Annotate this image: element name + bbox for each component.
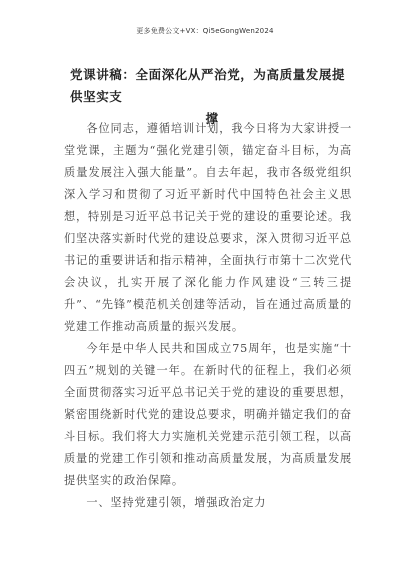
title-line-2: 撑 <box>205 111 219 126</box>
section-heading: 一、坚持党建引领，增强政治定力 <box>86 496 267 509</box>
document-body <box>64 118 352 514</box>
paragraph-1: 各位同志，遵循培训计划，我今日将为大家讲授一堂党课，主题为“强化党建引领，锚定奋斗目标，为高质量发展注入强大能量”。自去年起，我市各级党组织深入学习和贯彻了习近平新时代中国特色社会主义思想，特别是习近平总书记关于党的建设的重要论述。我们坚决落实新时代党的建设总要求，深入贯彻习近平总书记的重要讲话和指示精神，全面执行市第十二次党代会决议，扎实开展了深化能力作风建设“三转三提升”、“先锋”模范机关创建等活动，旨在通过高质量的党建工作推动高质量的振兴发展。 <box>64 122 352 333</box>
header-note: 更多免费公文+VX：Qi5eGongWen2024 <box>136 27 274 35</box>
paragraph-2: 今年是中华人民共和国成立75周年，也是实施“十四五”规划的关键一年。在新时代的征程上，我们必须全面贯彻落实习近平总书记关于党的建设的重要思想，紧密围绕新时代党的建设总要求，明确并锚定我们的奋斗目标。我们将大力实施机关党建示范引领工程，以高质量的党建工作引领和推动高质量发展，为高质量发展提供坚实的政治保障。 <box>64 342 352 487</box>
title-line-1: 党课讲稿：全面深化从严治党，为高质量发展提供坚实支 <box>70 67 346 104</box>
